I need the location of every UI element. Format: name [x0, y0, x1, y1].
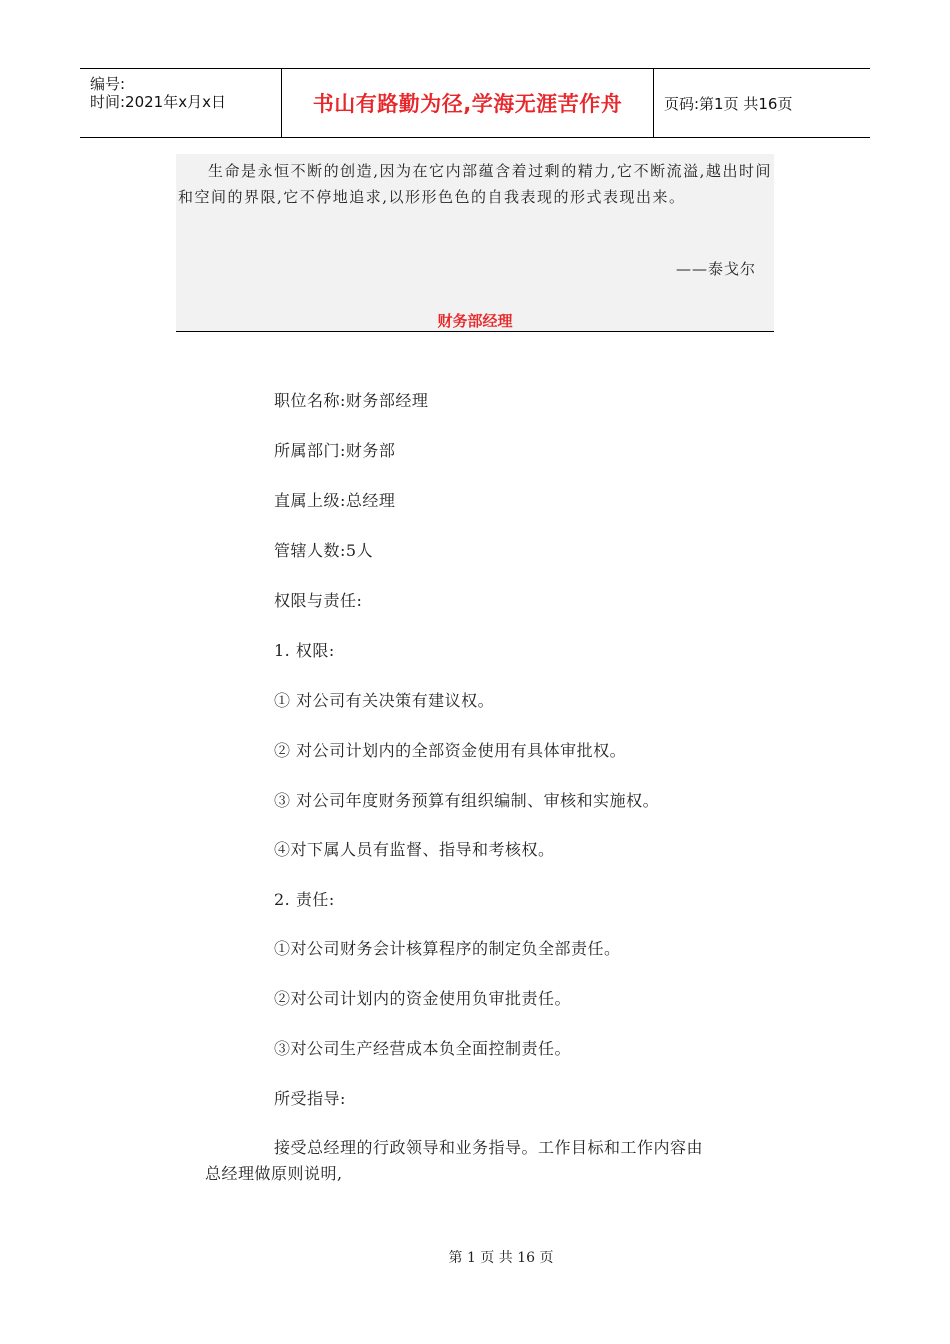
responsibility-item: ②对公司计划内的资金使用负审批责任。: [274, 989, 572, 1008]
authority-item: ② 对公司计划内的全部资金使用有具体审批权。: [274, 741, 627, 760]
authority-item: ① 对公司有关决策有建议权。: [274, 691, 495, 710]
guidance-text-line: 接受总经理的行政领导和业务指导。工作目标和工作内容由: [274, 1138, 704, 1157]
position-name: 职位名称:财务部经理: [274, 391, 429, 410]
document-title: 财务部经理: [437, 312, 513, 330]
time-label: 时间:2021年x月x日: [90, 93, 226, 111]
subheading-authority: 1. 权限:: [274, 641, 335, 660]
page-header: [80, 68, 870, 138]
header-motto: 书山有路勤为径,学海无涯苦作舟: [282, 69, 654, 137]
authority-item: ③ 对公司年度财务预算有组织编制、审核和实施权。: [274, 791, 660, 810]
number-label: 编号:: [90, 75, 126, 93]
header-meta-cell: [80, 69, 282, 137]
section-heading-guidance: 所受指导:: [274, 1089, 346, 1108]
quote-box: [176, 154, 774, 332]
subheading-responsibility: 2. 责任:: [274, 890, 335, 909]
subordinate-count: 管辖人数:5人: [274, 541, 374, 560]
quote-text: 生命是永恒不断的创造,因为在它内部蕴含着过剩的精力,它不断流溢,越出时间和空间的界限,它不停地追求,以形形色色的自我表现的形式表现出来。: [178, 162, 772, 206]
guidance-text-line: 总经理做原则说明,: [205, 1164, 343, 1183]
department: 所属部门:财务部: [274, 441, 396, 460]
header-page-info: 页码:第1页 共16页: [664, 94, 793, 113]
quote-author: ——泰戈尔: [675, 260, 756, 278]
responsibility-item: ①对公司财务会计核算程序的制定负全部责任。: [274, 939, 621, 958]
responsibility-item: ③对公司生产经营成本负全面控制责任。: [274, 1039, 572, 1058]
direct-superior: 直属上级:总经理: [274, 491, 396, 510]
authority-item: ④对下属人员有监督、指导和考核权。: [274, 840, 555, 859]
page-footer: 第 1 页 共 16 页: [448, 1250, 554, 1266]
section-heading-authority-responsibility: 权限与责任:: [274, 591, 363, 610]
